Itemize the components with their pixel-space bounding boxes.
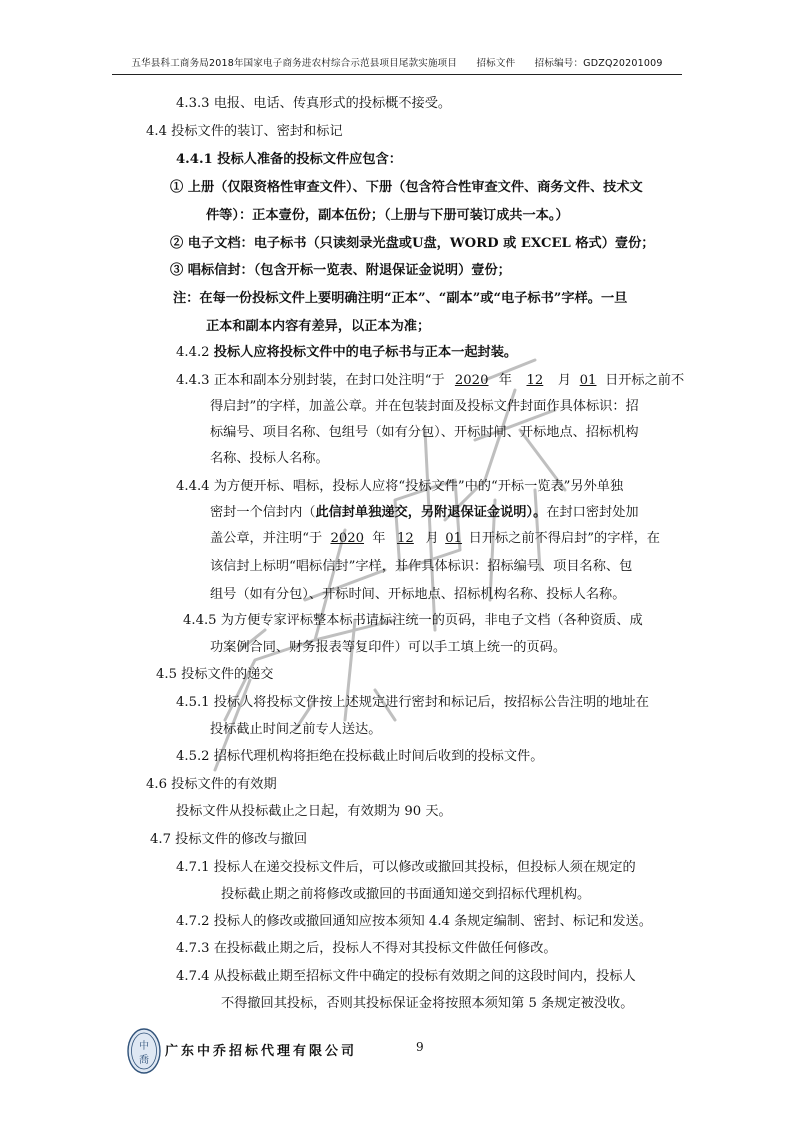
heading-4-5: 4.5 投标文件的递交 [156,667,274,682]
open-day: 01 [445,531,463,546]
clause-text: 投标人应将投标文件中的电子标书与正本一起封装。 [213,345,518,360]
clause-4-5-2: 4.5.2 招标代理机构将拒绝在投标截止时间后收到的投标文件。 [176,749,544,764]
logo-char-top: 中 [139,1041,149,1052]
item-1-line-2: 件等）：正本壹份，副本伍份；（上册与下册可装订成共一本。） [206,208,569,223]
note-line-2: 正本和副本内容有差异，以正本为准； [206,319,431,334]
text: 盖公章，并注明“于 [210,531,323,546]
text: 月 [425,531,439,546]
clause-4-4-4-line-3 [210,530,660,548]
clause-4-4-4-line-5: 组号（如有分包）、开标时间、开标地点、招标机构名称、投标人名称。 [210,587,626,602]
text: 4.4.3 正本和副本分别封装，在封口处注明“于 [176,373,445,388]
text: 年 [498,373,512,388]
clause-4-5-1-line-1: 4.5.1 投标人将投标文件按上述规定进行密封和标记后，按招标公告注明的地址在 [176,695,649,710]
text: 密封一个信封内（ [210,505,316,520]
header-divider [112,74,682,75]
clause-4-4-5-line-2: 功案例合同、财务报表等复印件）可以手工填上统一的页码。 [210,640,567,655]
open-month: 12 [526,373,544,388]
clause-4-6-text: 投标文件从投标截止之日起，有效期为 90 天。 [176,804,452,819]
heading-4-4: 4.4 投标文件的装订、密封和标记 [146,124,343,139]
clause-number: 4.4.2 [176,345,210,360]
text: 月 [557,373,572,388]
page-number: 9 [416,1040,424,1054]
bold-text: 此信封单独递交，另附退保证金说明）。 [315,505,547,520]
company-logo [127,1028,161,1074]
clause-4-7-4-line-1: 4.7.4 从投标截止期至招标文件中确定的投标有效期之间的这段时间内，投标人 [176,969,636,984]
logo-char-bottom: 喬 [139,1055,149,1066]
clause-4-4-3-line-2: 得启封”的字样，加盖公章。并在包装封面及投标文件封面作具体标识：招 [210,399,639,414]
clause-4-4-2 [176,344,517,362]
page-header: 五华县科工商务局2018年国家电子商务进农村综合示范县项目尾款实施项目 招标文件 招标编号：GDZQ20201009 [131,58,663,69]
clause-4-4-4-line-2 [210,504,639,522]
clause-4-7-2: 4.7.2 投标人的修改或撤回通知应按本须知 4.4 条规定编制、密封、标记和发送。 [176,914,652,929]
text: 日开标之前不 [605,373,685,388]
clause-4-4-1: 4.4.1 投标人准备的投标文件应包含： [176,152,402,167]
clause-4-7-1-line-2: 投标截止期之前将修改或撤回的书面通知递交到招标代理机构。 [221,887,591,902]
item-1-line-1: ① 上册（仅限资格性审查文件）、下册（包含符合性审查文件、商务文件、技术文 [170,180,643,195]
clause-4-7-4-line-2: 不得撤回其投标，否则其投标保证金将按照本须知第 5 条规定被没收。 [221,996,634,1011]
clause-4-4-4-line-4: 该信封上标明“唱标信封”字样，并作具体标识：招标编号、项目名称、包 [210,559,633,574]
clause-4-4-3-line-1 [176,372,684,390]
item-3: ③ 唱标信封：（包含开标一览表、附退保证金说明）壹份； [170,263,511,278]
heading-4-7: 4.7 投标文件的修改与撤回 [150,832,308,847]
clause-4-7-1-line-1: 4.7.1 投标人在递交投标文件后，可以修改或撤回其投标，但投标人须在规定的 [176,860,636,875]
note-line-1: 注：在每一份投标文件上要明确注明“正本”、“副本”或“电子标书”字样。一旦 [173,291,628,306]
clause-4-4-3-line-3: 标编号、项目名称、包组号（如有分包）、开标时间、开标地点、招标机构 [210,425,639,440]
text: 年 [372,531,386,546]
clause-4-5-1-line-2: 投标截止时间之前专人送达。 [210,722,382,737]
clause-4-4-4-line-1: 4.4.4 为方便开标、唱标，投标人应将“投标文件”中的“开标一览表”另外单独 [176,479,624,494]
text: 日开标之前不得启封”的字样，在 [468,531,660,546]
clause-4-3-3: 4.3.3 电报、电话、传真形式的投标概不接受。 [176,96,452,111]
clause-4-7-3: 4.7.3 在投标截止期之后，投标人不得对其投标文件做任何修改。 [176,941,557,956]
company-name: 广东中乔招标代理有限公司 [165,1044,358,1059]
clause-4-4-3-line-4: 名称、投标人名称。 [210,451,329,466]
heading-4-6: 4.6 投标文件的有效期 [146,777,277,792]
open-year: 2020 [330,531,365,546]
open-day: 01 [579,373,597,388]
item-2: ② 电子文档：电子标书（只读刻录光盘或U盘，WORD 或 EXCEL 格式）壹份； [170,236,655,251]
open-month: 12 [397,531,414,546]
open-year: 2020 [454,373,489,388]
clause-4-4-5-line-1: 4.4.5 为方便专家评标整本标书请标注统一的页码，非电子文档（各种资质、成 [183,613,643,628]
text: 在封口密封处加 [546,505,639,520]
